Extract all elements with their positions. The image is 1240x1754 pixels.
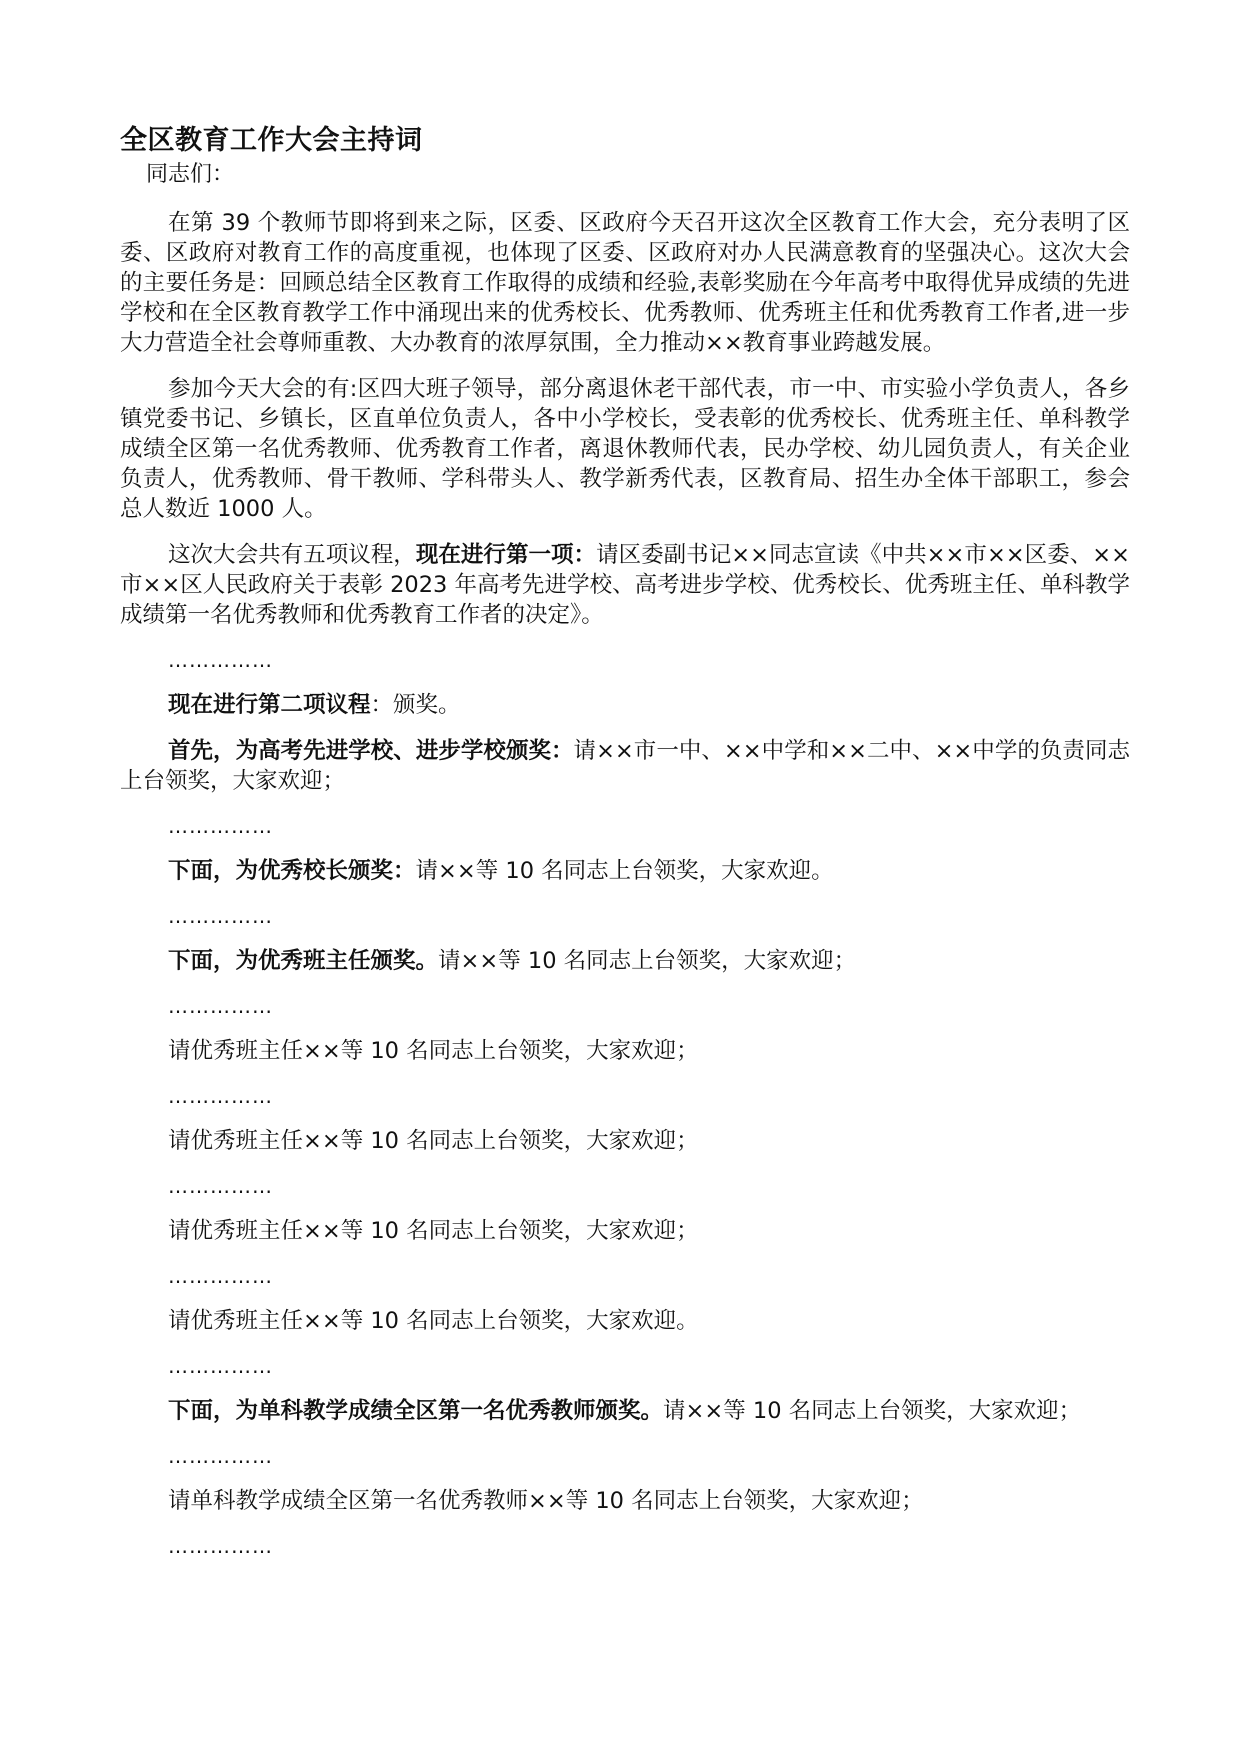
salutation: 同志们： bbox=[146, 162, 235, 187]
ellipsis-6: …………… bbox=[168, 1174, 273, 1198]
award-principals-text: 请××等 10 名同志上台领奖，大家欢迎。 bbox=[415, 858, 834, 884]
award-line-4: 请优秀班主任××等 10 名同志上台领奖，大家欢迎。 bbox=[168, 1308, 699, 1334]
paragraph-attendees: 参加今天大会的有:区四大班子领导，部分离退休老干部代表，市一中、市实验小学负责人，各乡镇党委书记、乡镇长，区直单位负责人，各中小学校长，受表彰的优秀校长、优秀班主任、单科教学成绩全区第一名优秀教师、优秀教育工作者，离退休教师代表，民办学校、幼儿园负责人，有关企业负责人，优秀教师、骨干教师、学科带头人、教学新秀代表，区教育局、招生办全体干部职工，参会总人数近 1000 人。 bbox=[120, 376, 1130, 522]
ellipsis-3: …………… bbox=[168, 904, 273, 928]
agenda-one-text: 请区委副书记××同志宣读《中共××市××区委、××市××区人民政府关于表彰 2023 年高考先进学校、高考进步学校、优秀校长、优秀班主任、单科教学成绩第一名优秀教师和优秀教育工作者的决定》。 bbox=[120, 542, 1130, 628]
award-subject-teachers-text: 请××等 10 名同志上台领奖，大家欢迎； bbox=[663, 1398, 1082, 1424]
agenda-one-prefix: 这次大会共有五项议程， bbox=[168, 542, 416, 568]
award-principals-heading: 下面，为优秀校长颁奖： bbox=[168, 858, 416, 884]
award-line-5: 请单科教学成绩全区第一名优秀教师××等 10 名同志上台领奖，大家欢迎； bbox=[168, 1488, 924, 1514]
agenda-two-text: ：颁奖。 bbox=[370, 692, 461, 718]
document-page bbox=[120, 124, 1130, 1576]
award-line-2: 请优秀班主任××等 10 名同志上台领奖，大家欢迎； bbox=[168, 1128, 699, 1154]
ellipsis-10: …………… bbox=[168, 1534, 273, 1558]
award-schools-heading: 首先，为高考先进学校、进步学校颁奖： bbox=[168, 738, 574, 764]
paragraph-award-schools bbox=[120, 736, 1130, 796]
ellipsis-4: …………… bbox=[168, 994, 273, 1018]
award-head-teachers-heading: 下面，为优秀班主任颁奖。 bbox=[168, 948, 439, 974]
ellipsis-7: …………… bbox=[168, 1264, 273, 1288]
award-line-1: 请优秀班主任××等 10 名同志上台领奖，大家欢迎； bbox=[168, 1038, 699, 1064]
award-head-teachers-text: 请××等 10 名同志上台领奖，大家欢迎； bbox=[438, 948, 857, 974]
ellipsis-2: …………… bbox=[168, 814, 273, 838]
award-line-3: 请优秀班主任××等 10 名同志上台领奖，大家欢迎； bbox=[168, 1218, 699, 1244]
document-title: 全区教育工作大会主持词 bbox=[120, 125, 423, 156]
paragraph-agenda-two bbox=[120, 690, 1130, 720]
ellipsis-8: …………… bbox=[168, 1354, 273, 1378]
ellipsis-1: …………… bbox=[168, 648, 273, 672]
award-subject-teachers-heading: 下面，为单科教学成绩全区第一名优秀教师颁奖。 bbox=[168, 1398, 664, 1424]
paragraph-award-subject-teachers bbox=[120, 1396, 1130, 1426]
paragraph-intro: 在第 39 个教师节即将到来之际，区委、区政府今天召开这次全区教育工作大会，充分表明了区委、区政府对教育工作的高度重视，也体现了区委、区政府对办人民满意教育的坚强决心。这次大会的主要任务是：回顾总结全区教育工作取得的成绩和经验,表彰奖励在今年高考中取得优异成绩的先进学校和在全区教育教学工作中涌现出来的优秀校长、优秀教师、优秀班主任和优秀教育工作者,进一步大力营造全社会尊师重教、大办教育的浓厚氛围，全力推动××教育事业跨越发展。 bbox=[120, 210, 1130, 356]
paragraph-award-head-teachers bbox=[120, 946, 1130, 976]
ellipsis-9: …………… bbox=[168, 1444, 273, 1468]
paragraph-agenda-one bbox=[120, 540, 1130, 630]
agenda-two-heading: 现在进行第二项议程 bbox=[168, 692, 371, 718]
ellipsis-5: …………… bbox=[168, 1084, 273, 1108]
paragraph-award-principals bbox=[120, 856, 1130, 886]
award-schools-text: 请××市一中、××中学和××二中、××中学的负责同志上台领奖，大家欢迎； bbox=[120, 738, 1130, 794]
agenda-one-heading: 现在进行第一项： bbox=[415, 542, 597, 568]
